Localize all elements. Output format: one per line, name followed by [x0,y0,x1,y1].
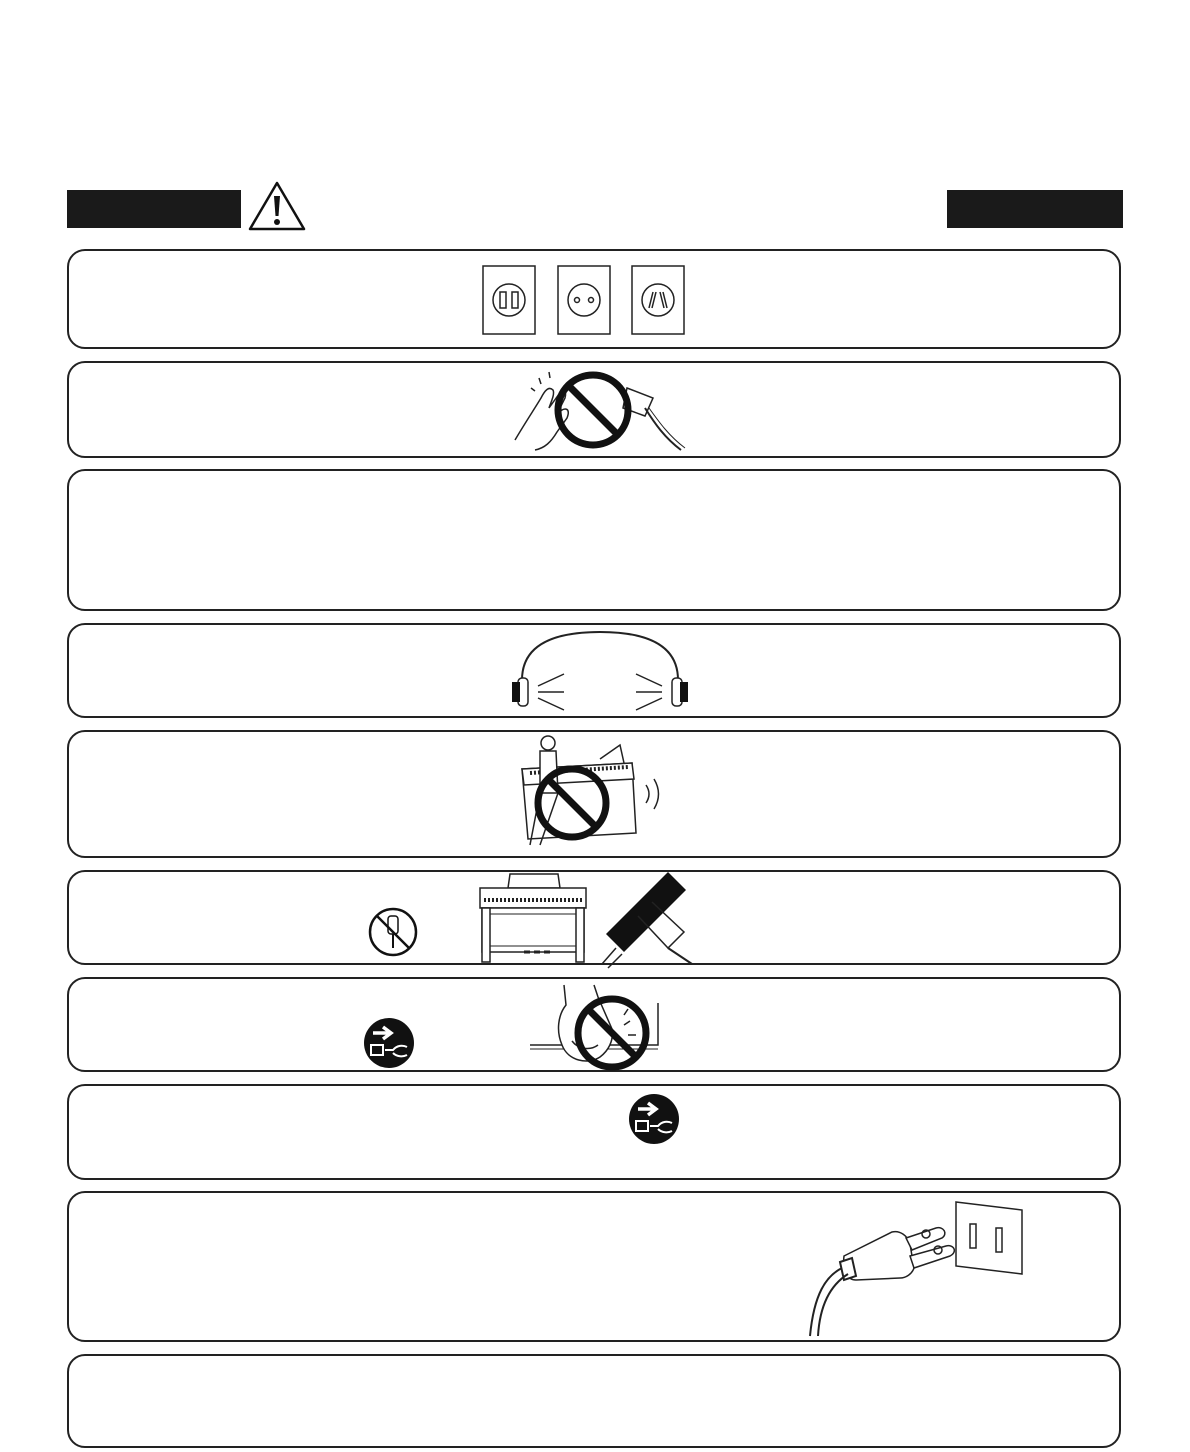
warning-triangle-icon [247,180,307,232]
warning-panel-6 [67,870,1121,965]
warning-panel-10 [67,1354,1121,1448]
no-wet-hands-plug-icon [505,368,690,453]
headphones-icon [508,628,693,710]
piano-icon [472,870,592,966]
warning-panel-3 [67,469,1121,611]
plug-into-outlet-icon [800,1198,1030,1338]
unplug-icon [363,1017,415,1069]
header-bar-left [67,190,241,228]
outlet-types-icon [480,264,690,336]
no-pinch-hand-icon [528,985,668,1071]
no-tools-icon [598,868,698,968]
warning-panel-8 [67,1084,1121,1180]
no-lean-on-piano-icon [500,733,665,855]
no-disassemble-icon [367,906,419,958]
header-bar-right [947,190,1123,228]
unplug-icon [628,1093,680,1145]
